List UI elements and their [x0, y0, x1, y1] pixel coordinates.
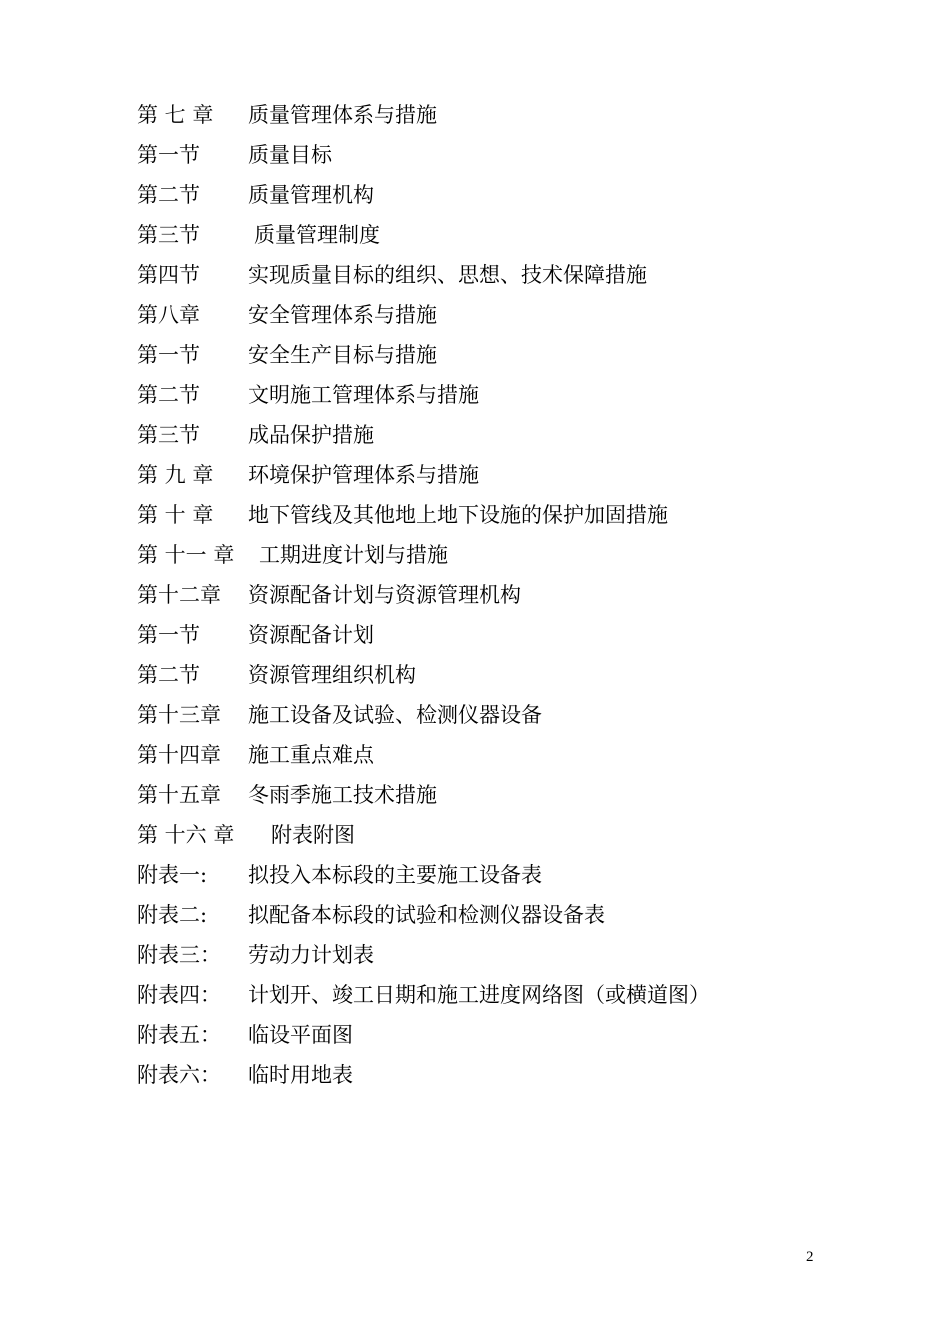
toc-entry [137, 378, 857, 418]
table-of-contents [137, 98, 857, 1098]
toc-entry [137, 1018, 857, 1058]
toc-title: 质量管理体系与措施 [248, 103, 437, 127]
toc-label: 第 九 章 [137, 463, 214, 487]
toc-title: 资源管理组织机构 [248, 663, 416, 687]
toc-entry [137, 818, 857, 858]
toc-entry [137, 338, 857, 378]
toc-entry [137, 298, 857, 338]
toc-entry [137, 1058, 857, 1098]
toc-entry [137, 658, 857, 698]
toc-title: 质量管理机构 [248, 183, 374, 207]
toc-title: 施工重点难点 [248, 743, 374, 767]
toc-title: 成品保护措施 [248, 423, 374, 447]
toc-title: 施工设备及试验、检测仪器设备 [248, 703, 542, 727]
toc-title: 拟投入本标段的主要施工设备表 [248, 863, 542, 887]
toc-label: 第 十 章 [137, 503, 214, 527]
toc-title: 临设平面图 [248, 1023, 353, 1047]
toc-title: 资源配备计划与资源管理机构 [248, 583, 521, 607]
toc-label: 第二节 [137, 383, 200, 407]
toc-entry [137, 618, 857, 658]
toc-label: 第 十一 章 [137, 543, 235, 567]
toc-label: 第一节 [137, 623, 200, 647]
toc-entry [137, 778, 857, 818]
toc-label: 第一节 [137, 343, 200, 367]
toc-title: 资源配备计划 [248, 623, 374, 647]
toc-entry [137, 258, 857, 298]
toc-title: 地下管线及其他地上地下设施的保护加固措施 [248, 503, 668, 527]
toc-entry [137, 218, 857, 258]
toc-label: 第八章 [137, 303, 200, 327]
toc-label: 第四节 [137, 263, 200, 287]
toc-title: 工期进度计划与措施 [259, 543, 448, 567]
toc-label: 第二节 [137, 183, 200, 207]
toc-label: 第三节 [137, 423, 200, 447]
toc-label: 第二节 [137, 663, 200, 687]
toc-entry [137, 138, 857, 178]
toc-label: 附表六： [137, 1063, 221, 1087]
toc-title: 安全生产目标与措施 [248, 343, 437, 367]
toc-title: 临时用地表 [248, 1063, 353, 1087]
toc-label: 附表二: [137, 903, 208, 927]
toc-entry [137, 938, 857, 978]
toc-label: 附表四： [137, 983, 221, 1007]
toc-title: 质量管理制度 [254, 223, 380, 247]
toc-label: 第三节 [137, 223, 200, 247]
toc-title: 安全管理体系与措施 [248, 303, 437, 327]
toc-label: 附表三： [137, 943, 221, 967]
toc-entry [137, 698, 857, 738]
toc-entry [137, 738, 857, 778]
toc-entry [137, 458, 857, 498]
toc-title: 实现质量目标的组织、思想、技术保障措施 [248, 263, 647, 287]
toc-title: 文明施工管理体系与措施 [248, 383, 479, 407]
page-number: 2 [806, 1249, 814, 1265]
toc-title: 附表附图 [271, 823, 355, 847]
toc-title: 劳动力计划表 [248, 943, 374, 967]
toc-entry [137, 578, 857, 618]
toc-entry [137, 98, 857, 138]
toc-title: 拟配备本标段的试验和检测仪器设备表 [248, 903, 605, 927]
toc-entry [137, 858, 857, 898]
toc-title: 计划开、竣工日期和施工进度网络图（或横道图） [248, 983, 710, 1007]
toc-label: 附表五： [137, 1023, 221, 1047]
toc-entry [137, 538, 857, 578]
toc-title: 冬雨季施工技术措施 [248, 783, 437, 807]
toc-entry [137, 898, 857, 938]
toc-entry [137, 498, 857, 538]
toc-label: 第十五章 [137, 783, 221, 807]
toc-entry [137, 418, 857, 458]
toc-title: 环境保护管理体系与措施 [248, 463, 479, 487]
toc-title: 质量目标 [248, 143, 332, 167]
toc-label: 第十四章 [137, 743, 221, 767]
toc-label: 第 十六 章 [137, 823, 235, 847]
toc-label: 第十二章 [137, 583, 221, 607]
toc-label: 第一节 [137, 143, 200, 167]
toc-label: 第 七 章 [137, 103, 214, 127]
toc-entry [137, 178, 857, 218]
toc-entry [137, 978, 857, 1018]
toc-label: 附表一: [137, 863, 208, 887]
toc-label: 第十三章 [137, 703, 221, 727]
